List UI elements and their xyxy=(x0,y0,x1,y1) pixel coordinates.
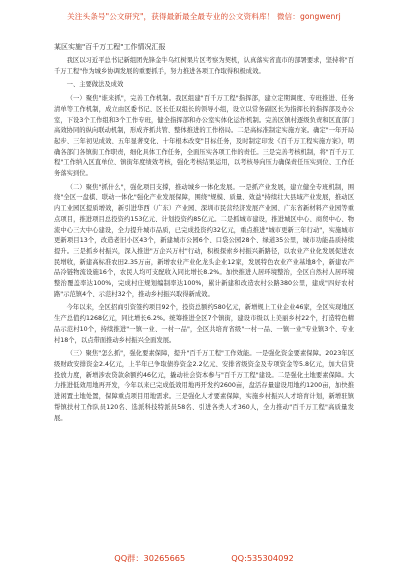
paragraph-3: 今年以来，全区招商引资签约项目92个，投资总额约580亿元，新增规上工业企业46家，全区实现地区生产总值约1268亿元，同比增长6.2%。统筹推进全区7个镇街，建设市级以上美丽乡村22个，打造特色精品示范村10个，持续推进"一镇一业、一村一品"，全区共培育省级"一村一品、一镇一业"专业镇3个、专业村18个，以点带面推动乡村振兴全面发展。 xyxy=(54,304,354,344)
paragraph-4: （三）聚焦"怎么抓"，强化要素保障，提升"百千万工程"工作效能。一是强化资金要素保障。2023年区级财政安排资金2.4亿元，上半年已争取债券资金2.2亿元、安排省级资金及专项资金等5.8亿元，加大信贷投放力度，新增涉农贷款余额约46亿元，撬动社会资本参与"百千万工程"建设。二是强化土地要素保障。大力推进低效用地再开发，今年以来已完成低效用地再开发约2600亩，盘活存量建设用地约1200亩，加快推进闲置土地处置，保障重点项目用地需求。三是强化人才要素保障，实施乡村振兴人才培育计划，新增驻镇帮镇扶村工作队员120名、选派科技特派员58名、引进各类人才360人，全力推动"百千万工程"高质量发展。 xyxy=(54,350,354,422)
promo-wechat: 微信：gongwenrj xyxy=(276,12,341,21)
section-heading: 一、主要做法及成效 xyxy=(66,81,124,89)
qq-label: QQ:535304092 xyxy=(231,553,294,563)
document-title: 某区实施"百千万工程"工作情况汇报 xyxy=(54,43,166,51)
intro-paragraph: 我区以习近平总书记新组团先锋金牛乌红树果片区考察为契机，认真落实省直市的部署要求，坚持将"百千万工程"作为城乡协调发展的重要抓手，努力推进各项工作取得积极成效。 xyxy=(54,57,354,75)
paragraph-2: （二）聚焦"抓什么"，强化项目支撑，推动城乡一体化发展。一是抓产业发展，建立健全专班机制，围绕"全区一盘棋、联动一体化"强化产业发展保障，围绕"规模、质量、效益"持续壮大县域产业发展，推动区内工业园区提质增效，新引进华西（广东）产业园、深圳市民营经济发展产业园、广东省新材料产业园等重点项目，推进项目总投资约153亿元、计划投资约85亿元。二是抓城市建设，推进城区中心、商贸中心、物流中心三大中心建设，全力提升城市品质，已完成投资约32亿元，重点推进"城市更新三年行动"，实施城市更新项目13个，改造老旧小区43个，新建城市公园6个、口袋公园28个、绿道35公里，城市功能品质持续提升。三是抓乡村振兴，深入推进"万企兴万村"行动，积极探索乡村振兴新路径，以农业产业化发展促进农民增收，新建高标准农田2.35万亩，新增农业产业化龙头企业12家，发展特色农业产业基地8个，新建农产品冷链物流设施16个，农民人均可支配收入同比增长8.2%。加快推进人居环境整治，全区自然村人居环境整治覆盖率达100%，完成村庄规划编制率达100%，累计新建和改造农村公路380公里，建成"四好农村路"示范镇4个、示范村32个，推动乡村振兴取得新成效。 xyxy=(54,183,354,298)
promo-text: 关注头条号"公文研究"，获得最新最全最专业的公文资料库！ xyxy=(67,12,275,21)
promo-banner xyxy=(0,11,408,22)
paragraph-1: （一）聚焦"谁来抓"，完善工作机制。我区组建"百千万工程"指挥部，建立定期调度、专班推进、任务清单等工作机制，成立由区委书记、区长任双组长的领导小组，设立以常务副区长为指挥长的指挥部及办公室，下设3个工作组和3个工作专班，健全指挥部和办公室实体化运作机制。完善区镇村逐级负责和区直部门高效协同的纵向联动机制，形成齐抓共管、整体推进的工作格局。二是高标准制定实施方案。确定"一年开局起步、三年初见成效、五年显著变化、十年根本改变"目标任务，及时制定印发《百千万工程实施方案》，明确各部门各镇街工作职责，细化具体工作任务，全面压实各项工作的责任。三是完善考核机制，将"百千万工程"工作纳入区直单位、镇街年度绩效考核，强化考核结果运用，以考核导向压力确保责任压实到位、工作任务落实到位。 xyxy=(54,95,354,178)
contact-footer xyxy=(0,553,408,564)
document-body xyxy=(54,42,354,427)
qq-group-label: QQ群：30265665 xyxy=(114,553,186,563)
